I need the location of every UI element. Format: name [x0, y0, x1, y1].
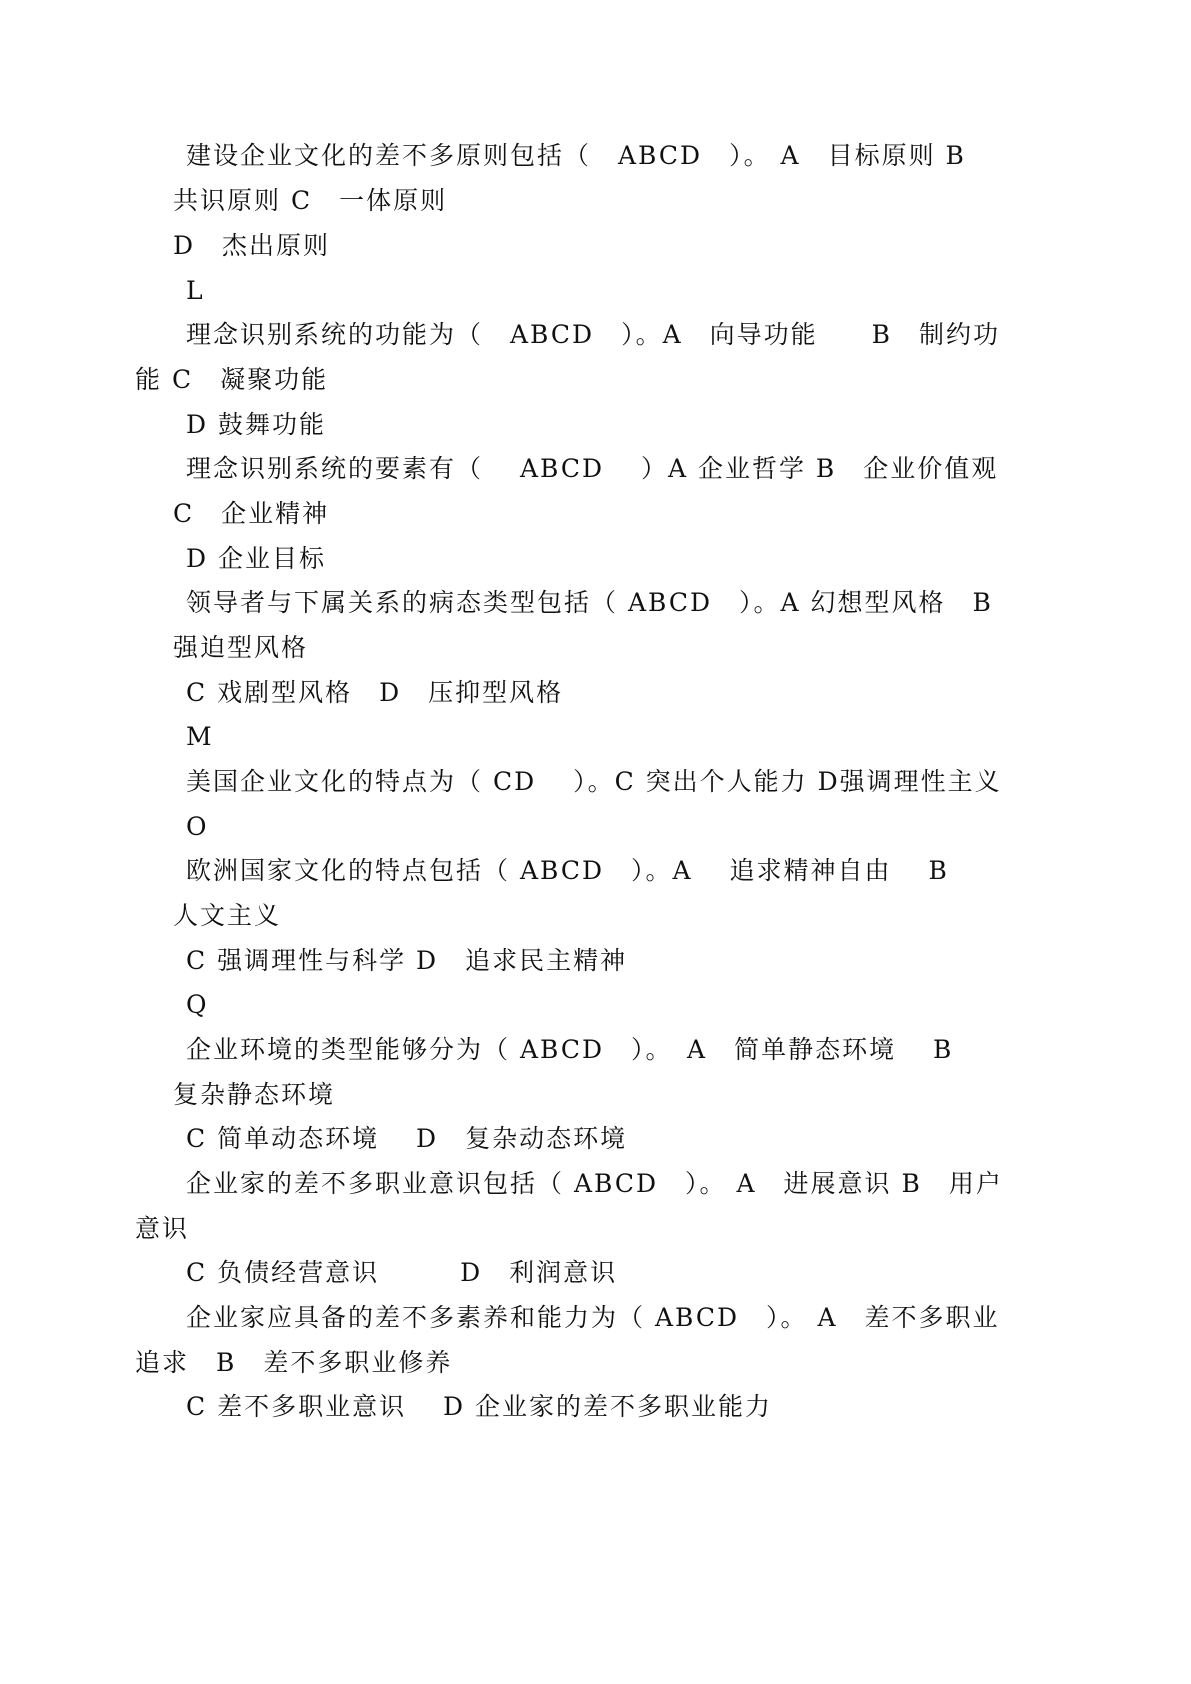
text-line: 能 C 凝聚功能	[135, 365, 329, 394]
text-line: L	[186, 276, 205, 305]
text-line: C 企业精神	[173, 499, 330, 528]
text-line: 企业家应具备的差不多素养和能力为（ ABCD ）。 A 差不多职业	[186, 1303, 1000, 1332]
text-line: 建设企业文化的差不多原则包括（ ABCD ）。 A 目标原则 B	[186, 141, 966, 170]
text-line: O	[186, 812, 209, 841]
text-line: 意识	[135, 1214, 190, 1243]
text-line: D 杰出原则	[173, 231, 331, 260]
text-line: 美国企业文化的特点为（ CD ）。C 突出个人能力 D强调理性主义	[186, 767, 1002, 796]
text-line: 欧洲国家文化的特点包括（ ABCD ）。A 追求精神自由 B	[186, 856, 949, 885]
text-line: D 鼓舞功能	[186, 410, 326, 439]
text-line: C 戏剧型风格 D 压抑型风格	[186, 678, 564, 707]
text-line: 理念识别系统的要素有（ ABCD ）A 企业哲学 B 企业价值观	[186, 454, 999, 483]
text-line: C 强调理性与科学 D 追求民主精神	[186, 946, 628, 975]
text-line: Q	[186, 990, 209, 1019]
text-line: 领导者与下属关系的病态类型包括（ ABCD ）。A 幻想型风格 B	[186, 588, 993, 617]
text-line: D 企业目标	[186, 544, 326, 573]
text-line: C 简单动态环境 D 复杂动态环境	[186, 1124, 628, 1153]
text-line: C 负债经营意识 D 利润意识	[186, 1258, 618, 1287]
text-line: M	[186, 722, 214, 751]
text-line: 人文主义	[173, 901, 282, 930]
text-line: 追求 B 差不多职业修养	[135, 1348, 453, 1377]
text-line: 理念识别系统的功能为（ ABCD ）。A 向导功能 B 制约功	[186, 320, 1000, 349]
text-line: 企业环境的类型能够分为（ ABCD ）。 A 简单静态环境 B	[186, 1035, 954, 1064]
text-line: C 差不多职业意识 D 企业家的差不多职业能力	[186, 1392, 773, 1421]
text-line: 企业家的差不多职业意识包括（ ABCD ）。 A 进展意识 B 用户	[186, 1169, 1003, 1198]
text-line: 共识原则 C 一体原则	[173, 186, 448, 215]
text-line: 强迫型风格	[173, 633, 309, 662]
text-line: 复杂静态环境	[173, 1080, 336, 1109]
